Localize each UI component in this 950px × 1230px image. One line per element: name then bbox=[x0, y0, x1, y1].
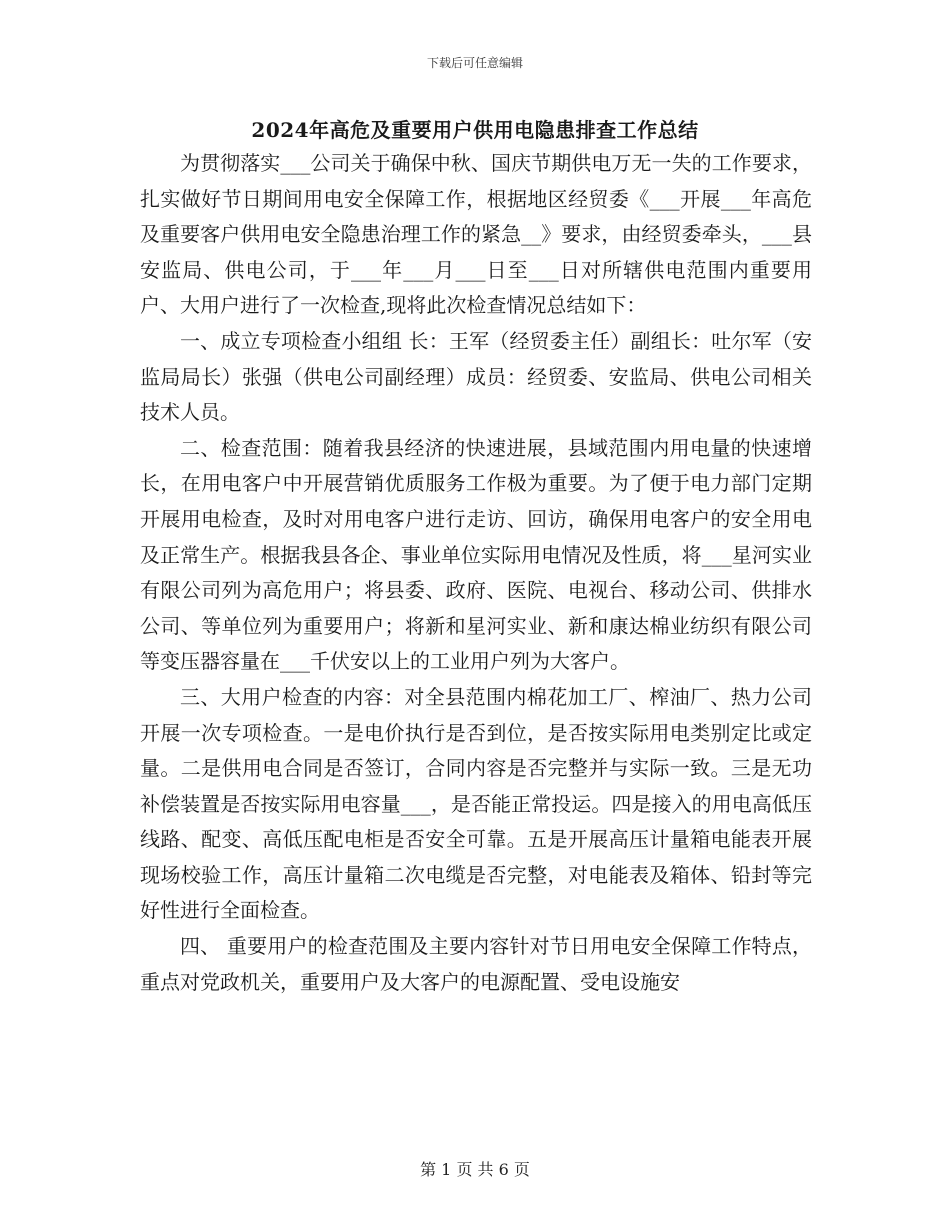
page-number: 第 1 页 共 6 页 bbox=[420, 1160, 530, 1179]
paragraph-section-1: 一、成立专项检查小组组 长：王军（经贸委主任）副组长：吐尔军（安监局局长）张强（供电公司副经理）成员：经贸委、安监局、供电公司相关技术人员。 bbox=[140, 328, 812, 425]
paragraph-section-2: 二、检查范围：随着我县经济的快速进展，县域范围内用电量的快速增长，在用电客户中开展营销优质服务工作极为重要。为了便于电力部门定期开展用电检查，及时对用电客户进行走访、回访，确保用电客户的安全用电及正常生产。根据我县各企、事业单位实际用电情况及性质，将___星河实业有限公司列为高危用户；将县委、政府、医院、电视台、移动公司、供排水公司、等单位列为重要用户；将新和星河实业、新和康达棉业纺织有限公司等变压器容量在___千伏安以上的工业用户列为大客户。 bbox=[140, 435, 812, 674]
document-title: 2024年高危及重要用户供用电隐患排查工作总结 bbox=[251, 118, 699, 142]
paragraph-section-3: 三、大用户检查的内容：对全县范围内棉花加工厂、榨油厂、热力公司开展一次专项检查。一是电价执行是否到位，是否按实际用电类别定比或定量。二是供用电合同是否签订，合同内容是否完整并与实际一致。三是无功补偿装置是否按实际用电容量___，是否能正常投运。四是接入的用电高低压线路、配变、高低压配电柜是否安全可靠。五是开展高压计量箱电能表开展现场校验工作，高压计量箱二次电缆是否完整，对电能表及箱体、铅封等完好性进行全面检查。 bbox=[140, 684, 812, 923]
paragraph-section-4: 四、 重要用户的检查范围及主要内容针对节日用电安全保障工作特点，重点对党政机关，重要用户及大客户的电源配置、受电设施安 bbox=[140, 934, 812, 994]
header-note: 下载后可任意编辑 bbox=[426, 56, 523, 70]
paragraph-intro: 为贯彻落实___公司关于确保中秋、国庆节期供电万无一失的工作要求，扎实做好节日期间用电安全保障工作，根据地区经贸委《___开展___年高危及重要客户供用电安全隐患治理工作的紧急__》要求，由经贸委牵头，___县安监局、供电公司，于___年___月___日至___日对所辖供电范围内重要用户、大用户进行了一次检查,现将此次检查情况总结如下： bbox=[140, 151, 812, 318]
document-body bbox=[140, 146, 812, 1000]
